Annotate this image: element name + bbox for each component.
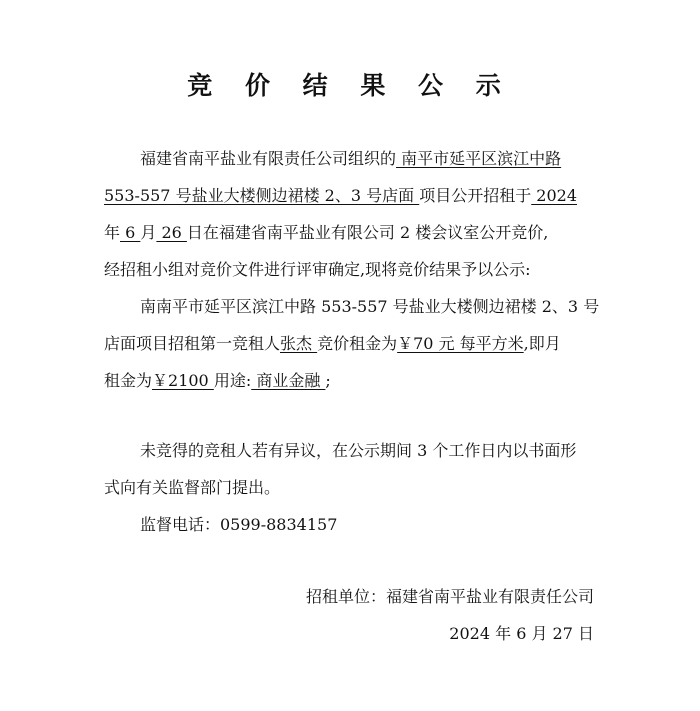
para1-line4 [104, 260, 530, 280]
monthly-rent: ￥2100 [152, 371, 214, 390]
issue-date: 2024 年 6 月 27 日 [449, 624, 594, 643]
month-value: 6 [120, 223, 141, 242]
page-title: 竞 价 结 果 公 示 [187, 71, 513, 100]
para3-line2 [104, 478, 280, 498]
year-value: 2024 [531, 186, 578, 205]
para2-text: 租金为 [104, 371, 153, 390]
project-location: 南平市延平区滨江中路 [396, 149, 562, 168]
para2-line2 [104, 334, 561, 354]
para2-line3 [104, 371, 331, 391]
para2-text: ; [325, 371, 331, 390]
para2-text: 南南平市延平区滨江中路 553-557 号盐业大楼侧边裙楼 2、3 号 [140, 297, 600, 316]
para3-line1 [140, 441, 576, 461]
contact-phone: 监督电话：0599-8834157 [140, 515, 338, 534]
para1-line2 [104, 186, 577, 206]
para1-text: 年 [104, 223, 121, 242]
para2-line1 [140, 297, 599, 317]
para2-text: 用途: [213, 371, 252, 390]
para2-text: ,即月 [523, 334, 561, 353]
unit-price: ￥70 元 每平方米 [397, 334, 524, 353]
winner-name: 张杰 [280, 334, 318, 353]
para1-text: 项目公开招租于 [419, 186, 532, 205]
para1-text: 月 [140, 223, 157, 242]
para3-text: 式向有关监督部门提出。 [104, 478, 281, 497]
para1-text: 经招租小组对竞价文件进行评审确定,现将竞价结果予以公示: [104, 260, 531, 279]
para3-text: 未竞得的竞租人若有异议，在公示期间 3 个工作日内以书面形 [140, 441, 577, 460]
para2-text: 店面项目招租第一竞租人 [104, 334, 281, 353]
para1-text: 福建省南平盐业有限责任公司组织的 [140, 149, 397, 168]
project-name: 553-557 号盐业大楼侧边裙楼 2、3 号店面 [104, 186, 420, 205]
para1-line1 [140, 149, 561, 169]
para1-text: 日在福建省南平盐业有限公司 2 楼会议室公开竞价, [186, 223, 549, 242]
day-value: 26 [156, 223, 187, 242]
para1-line3 [104, 223, 548, 243]
para2-text: 竞价租金为 [317, 334, 398, 353]
usage-value: 商业金融 [251, 371, 326, 390]
issuer-unit: 招租单位：福建省南平盐业有限责任公司 [305, 587, 594, 606]
